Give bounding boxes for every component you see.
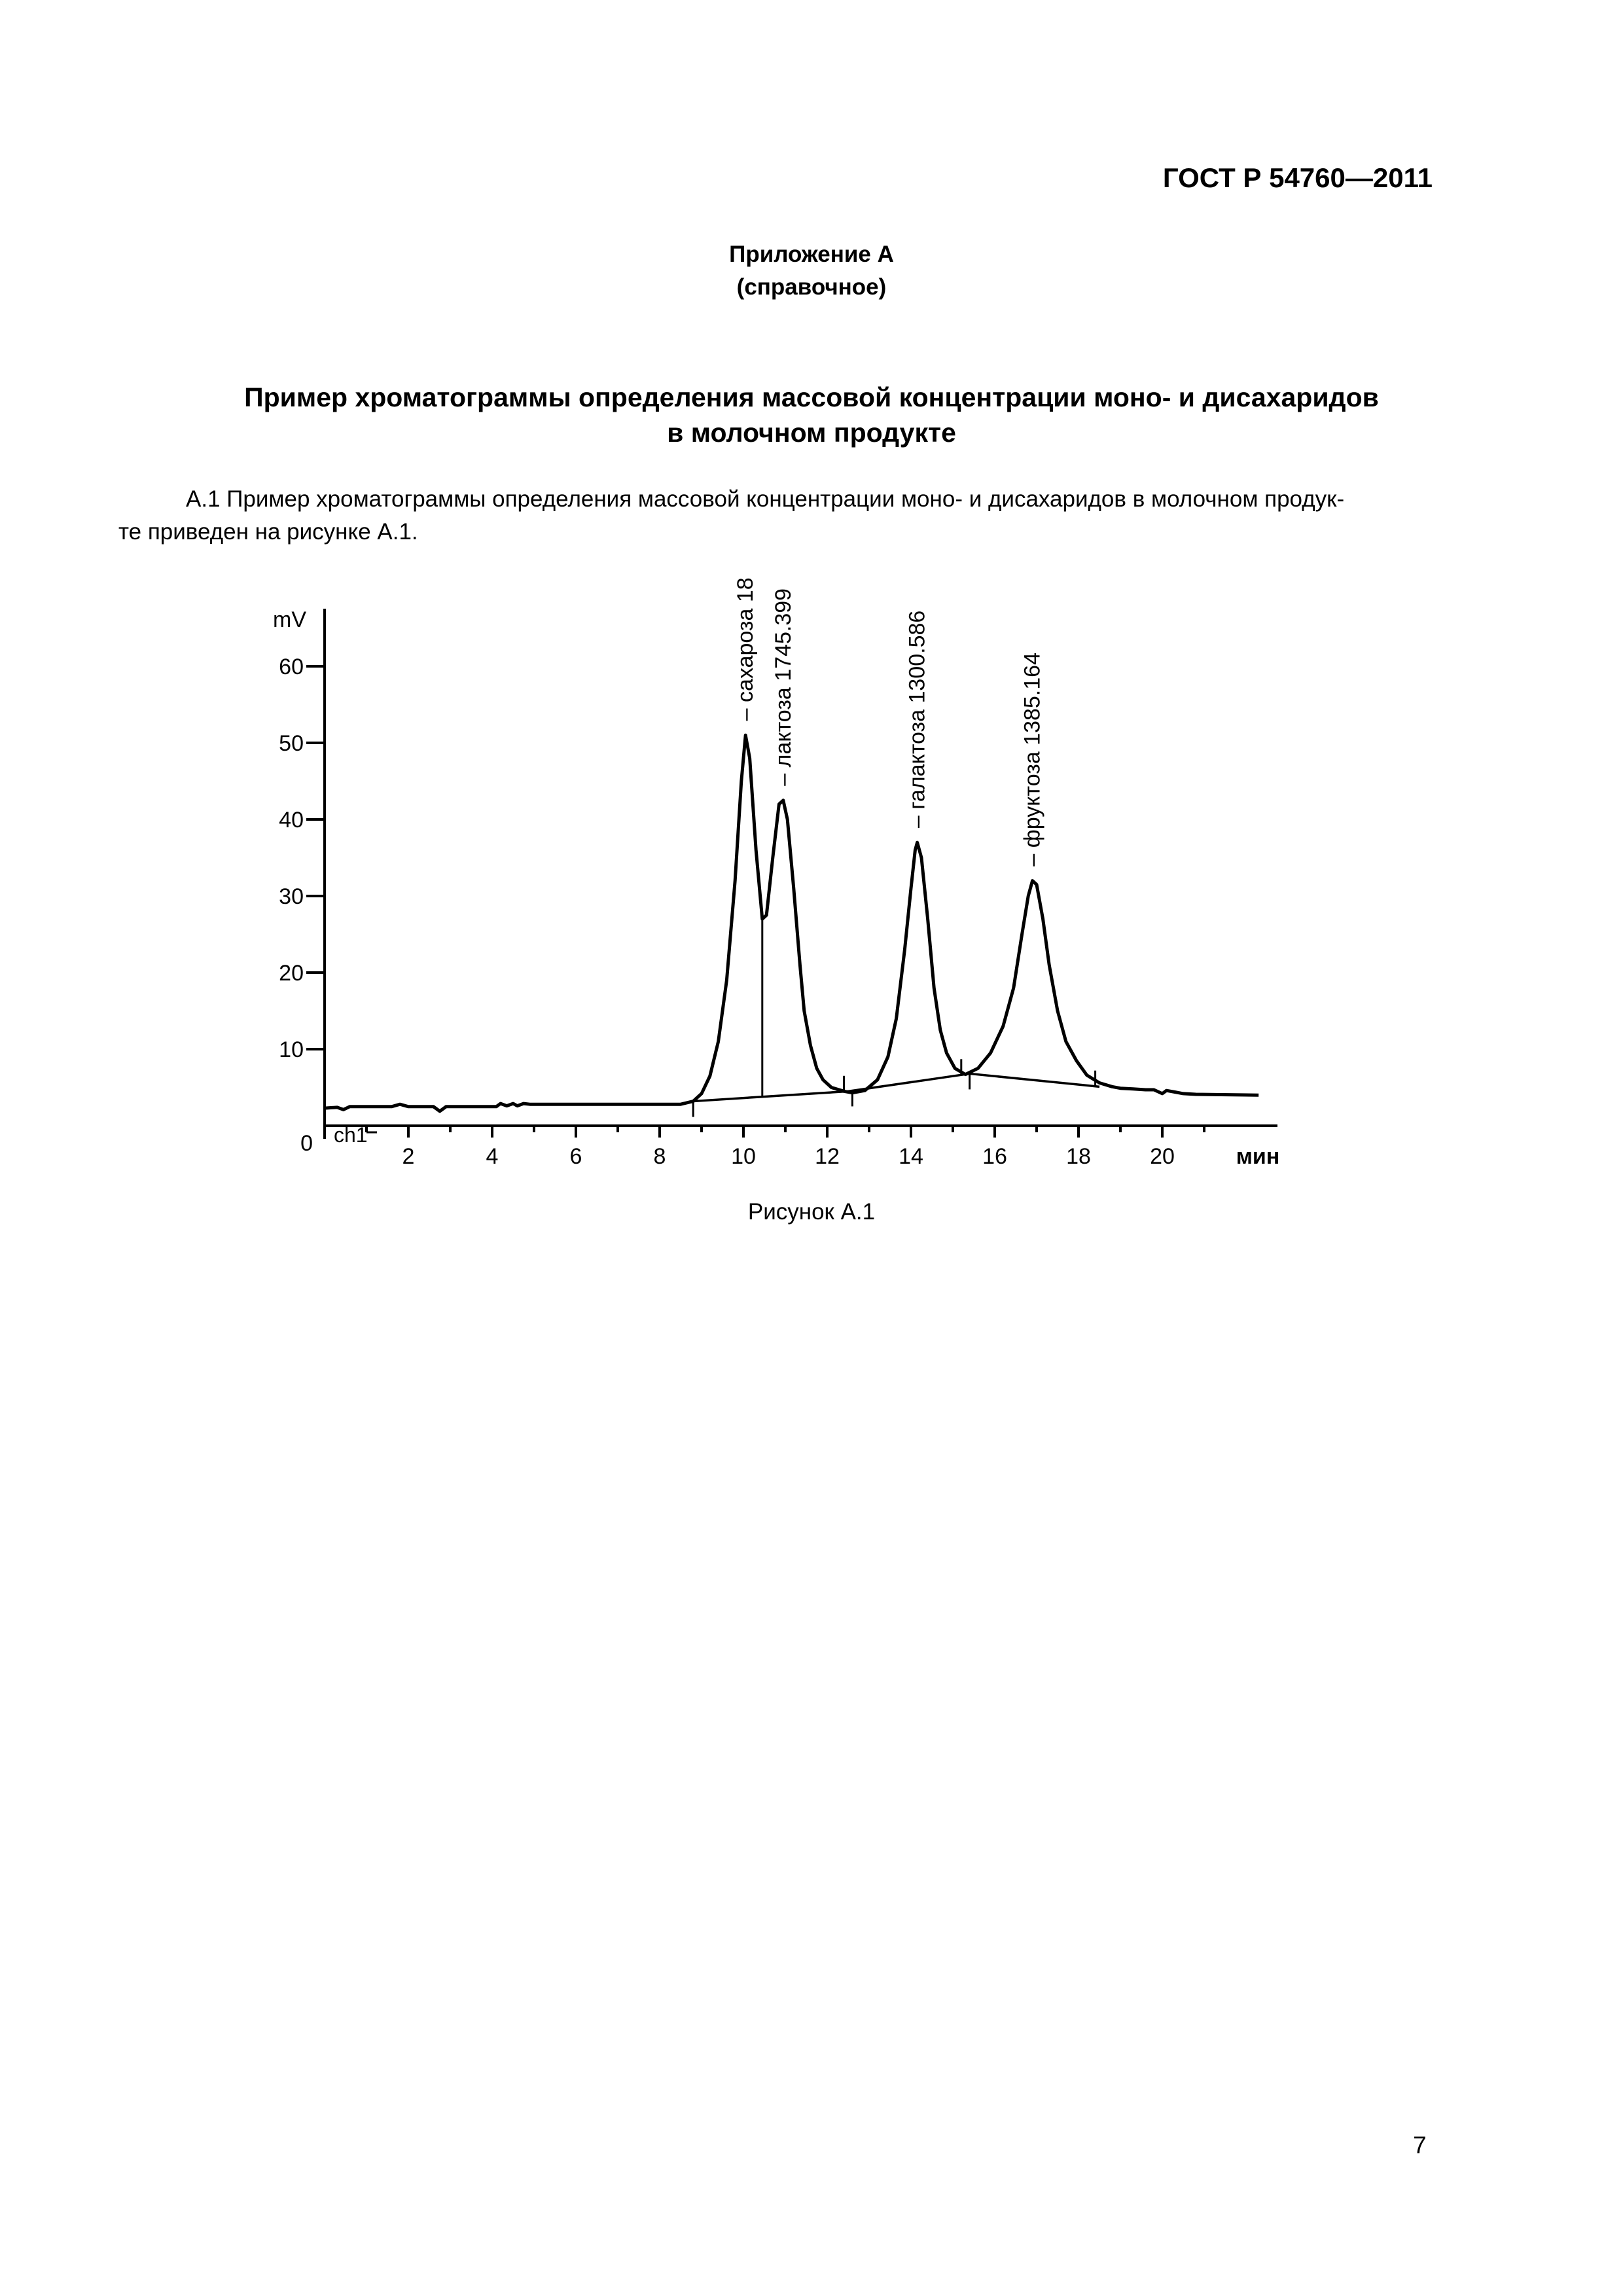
section-title-line-1: Пример хроматограммы определения массовой концентрации моно- и дисахаридов <box>244 382 1379 412</box>
body-paragraph-line-1: А.1 Пример хроматограммы определения массовой концентрации моно- и дисахаридов в молочном продук- <box>186 486 1345 512</box>
peak-label-2: – лактоза 1745.399 <box>770 588 796 786</box>
section-title-line-2: в молочном продукте <box>667 418 956 448</box>
y-tick-label-50: 50 <box>279 731 304 756</box>
channel-label: ch1 <box>334 1123 368 1147</box>
body-paragraph-line-2: те приведен на рисунке А.1. <box>118 519 418 545</box>
appendix-status: (справочное) <box>736 274 887 300</box>
y-tick-label-10: 10 <box>279 1037 304 1062</box>
x-tick-label-12: 12 <box>815 1144 840 1169</box>
baseline-segment-1 <box>693 1091 848 1101</box>
x-tick-label-10: 10 <box>731 1144 756 1169</box>
signal-trace <box>325 735 1258 1111</box>
y-tick-label-60: 60 <box>279 655 304 679</box>
figure-caption: Рисунок А.1 <box>747 1199 876 1225</box>
origin-label: 0 <box>300 1131 313 1156</box>
peak-label-4: – фруктоза 1385.164 <box>1020 653 1045 867</box>
x-tick-label-20: 20 <box>1150 1144 1175 1169</box>
x-tick-label-4: 4 <box>486 1144 499 1169</box>
y-tick-label-40: 40 <box>279 808 304 833</box>
y-axis-label: mV <box>273 607 306 632</box>
document-code: ГОСТ Р 54760—2011 <box>1162 162 1433 193</box>
x-axis-label: мин <box>1236 1144 1280 1169</box>
baseline-segment-2 <box>848 1073 970 1091</box>
appendix-label: Приложение А <box>729 242 894 267</box>
x-tick-label-18: 18 <box>1066 1144 1091 1169</box>
peak-label-1: – сахароза 18 <box>733 577 758 721</box>
x-tick-label-16: 16 <box>982 1144 1007 1169</box>
peak-label-3: – галактоза 1300.586 <box>904 610 930 829</box>
x-tick-label-8: 8 <box>653 1144 666 1169</box>
x-tick-label-2: 2 <box>402 1144 415 1169</box>
x-tick-label-6: 6 <box>569 1144 582 1169</box>
baseline-segment-3 <box>970 1073 1099 1086</box>
y-tick-label-20: 20 <box>279 961 304 986</box>
x-tick-label-14: 14 <box>899 1144 923 1169</box>
y-tick-label-30: 30 <box>279 884 304 909</box>
page-number: 7 <box>1413 2132 1427 2159</box>
